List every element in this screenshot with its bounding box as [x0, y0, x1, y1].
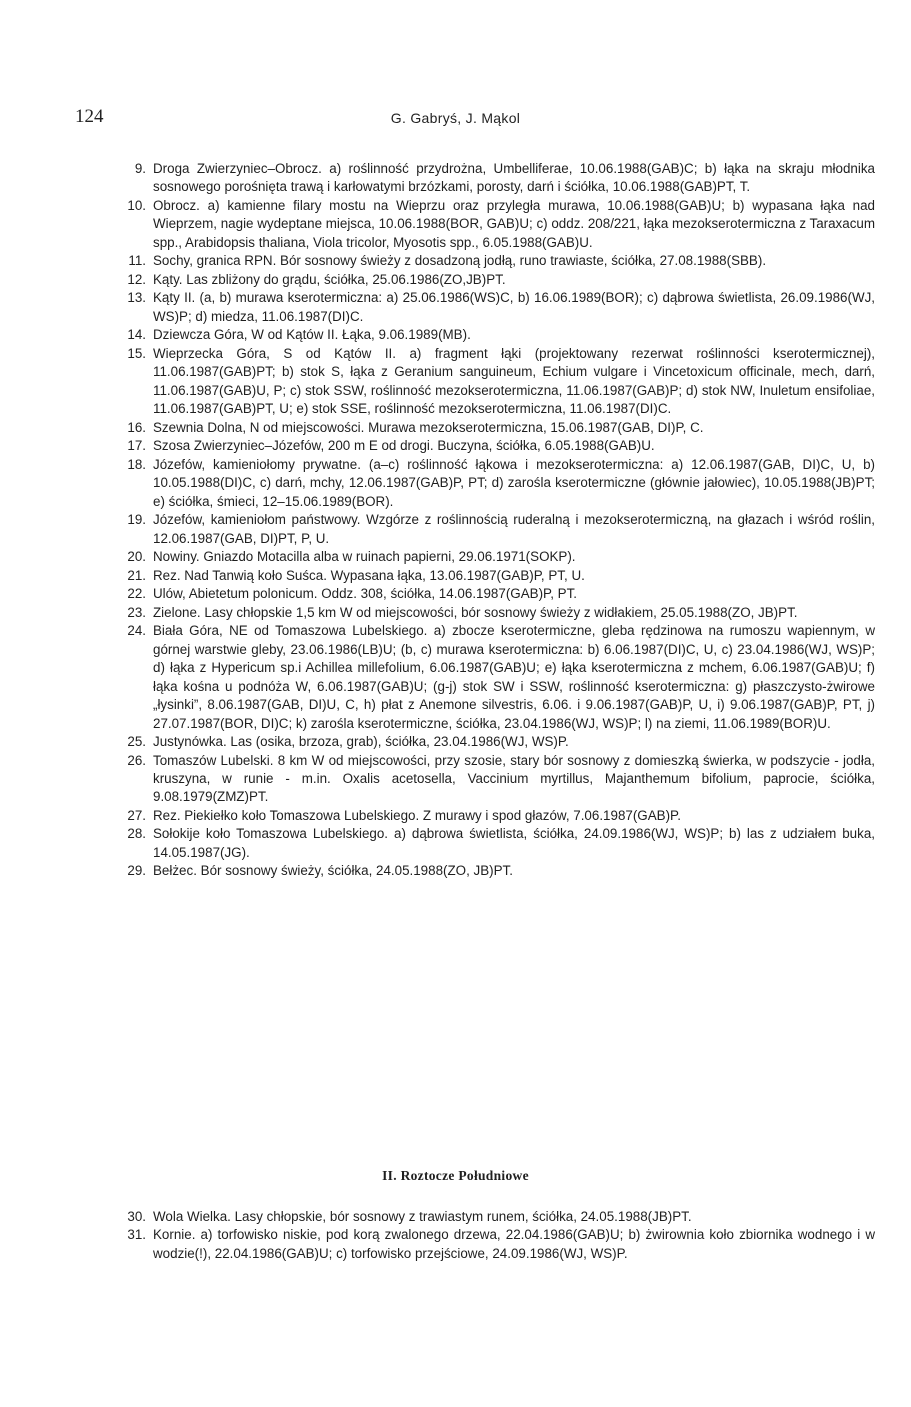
locality-description: Ulów, Abietetum polonicum. Oddz. 308, ściółka, 14.06.1987(GAB)P, PT. [153, 586, 578, 602]
locality-number: 12. [127, 271, 146, 287]
locality-number: 22. [127, 586, 146, 602]
locality-description: Józefów, kamieniołomy prywatne. (a–c) roślinność łąkowa i mezokserotermiczna: a) 12.06.1987(GAB, DI)C, U, b) 10.05.1988(DI)C, c) darń, mchy, 12.06.1987(GAB)P, PT; d) zarośla kserotermiczne (głównie jałowiec), 10.05.1988(JB)PT; e) ściółka, śmieci, 12–15.06.1989(BOR). [153, 456, 875, 509]
locality-number: 25. [127, 734, 146, 750]
locality-description: Justynówka. Las (osika, brzoza, grab), ściółka, 23.04.1986(WJ, WS)P. [153, 734, 569, 750]
locality-description: Kąty. Las zbliżony do grądu, ściółka, 25.06.1986(ZO,JB)PT. [153, 271, 506, 287]
locality-number: 28. [127, 826, 146, 842]
locality-number: 18. [127, 456, 146, 472]
locality-entry [118, 160, 875, 197]
locality-number: 9. [134, 161, 146, 176]
locality-description: Kornie. a) torfowisko niskie, pod korą zwalonego drzewa, 22.04.1986(GAB)U; b) żwirownia koło zbiornika wodnego i w wodzie(!), 22.04.1986(GAB)U; c) torfowisko przejściowe, 24.09.1986(WJ, WS)P. [153, 1227, 875, 1261]
locality-description: Szewnia Dolna, N od miejscowości. Murawa mezokserotermiczna, 15.06.1987(GAB, DI)P, C. [153, 419, 704, 435]
locality-entry [118, 197, 875, 252]
locality-number: 29. [127, 863, 146, 879]
locality-entry [118, 862, 875, 880]
page-number: 124 [75, 106, 104, 127]
locality-entry [118, 271, 875, 289]
locality-number: 31. [127, 1227, 146, 1243]
locality-list-section-1 [118, 160, 875, 881]
locality-number: 30. [127, 1209, 146, 1224]
locality-entry [118, 345, 875, 419]
locality-description: Biała Góra, NE od Tomaszowa Lubelskiego. a) zbocze kserotermiczne, gleba rędzinowa na rumoszu wapiennym, w górnej warstwie gleby, 23.06.1986(LB)U; (b, c) murawa kserotermiczna: b) 6.06.1987(DI)C, U, c) 23.04.1986(WJ, WS)P; d) łąka z Hypericum sp.i Achillea millefolium, 6.06.1987(GAB)U; e) łąka kserotermiczna z mchem, 6.06.1987(GAB)U; f) łąka kośna u podnóża W, 6.06.1987(GAB)U; (g-j) stok SW i SSW, roślinność kserotermiczna: g) płaszczysto-żwirowe „łysinki”, 8.06.1987(GAB, DI)U, C, h) płat z Anemone silvestris, 6.06. i 9.06.1987(GAB)P, U, i) 9.06.1987(GAB)P, PT, j) 27.07.1987(BOR, DI)C; k) zarośla kserotermiczne, ściółka, 23.04.1986(WJ, WS)P; l) na ziemi, 11.06.1989(BOR)U. [153, 623, 875, 731]
locality-description: Tomaszów Lubelski. 8 km W od miejscowości, przy szosie, stary bór sosnowy z domieszką świerka, w podszycie - jodła, kruszyna, w runie - m.in. Oxalis acetosella, Vaccinium myrtillus, Majanthemum bifolium, paprocie, ściółka, 9.08.1979(ZMZ)PT. [153, 752, 875, 805]
locality-entry [118, 1226, 875, 1263]
locality-description: Wieprzecka Góra, S od Kątów II. a) fragment łąki (projektowany rezerwat roślinności kserotermicznej), 11.06.1987(GAB)PT; b) stok S, łąka z Geranium sanguineum, Echium vulgare i Vincetoxicum officinale, mech, darń, 11.06.1987(GAB)U, P; c) stok SSW, roślinność mezokserotermiczna, 11.06.1987(GAB)P; d) stok NW, Inuletum ensifoliae, 11.06.1987(GAB)PT, U; e) stok SSE, roślinność mezokserotermiczna, 11.06.1987(DI)C. [153, 345, 875, 417]
locality-entry [118, 1208, 875, 1226]
locality-description: Zielone. Lasy chłopskie 1,5 km W od miejscowości, bór sosnowy świeży z widłakiem, 25.05.1988(ZO, JB)PT. [153, 604, 798, 620]
locality-description: Sołokije koło Tomaszowa Lubelskiego. a) dąbrowa świetlista, ściółka, 24.09.1986(WJ, WS)P; b) las z udziałem buka, 14.05.1987(JG). [153, 826, 875, 860]
locality-description: Bełżec. Bór sosnowy świeży, ściółka, 24.05.1988(ZO, JB)PT. [153, 863, 513, 879]
locality-description: Szosa Zwierzyniec–Józefów, 200 m E od drogi. Buczyna, ściółka, 6.05.1988(GAB)U. [153, 438, 655, 454]
locality-entry [118, 604, 875, 622]
locality-entry [118, 825, 875, 862]
locality-number: 26. [127, 752, 146, 768]
locality-number: 13. [127, 290, 146, 306]
locality-entry [118, 456, 875, 511]
locality-entry [118, 752, 875, 807]
locality-entry [118, 733, 875, 751]
locality-entry [118, 326, 875, 344]
section-heading: II. Roztocze Południowe [382, 1168, 529, 1183]
page-header [75, 106, 836, 130]
locality-number: 27. [127, 807, 146, 823]
locality-description: Dziewcza Góra, W od Kątów II. Łąka, 9.06.1989(MB). [153, 327, 471, 343]
locality-number: 21. [127, 567, 146, 583]
locality-number: 10. [127, 197, 146, 213]
locality-entry [118, 511, 875, 548]
locality-entry [118, 548, 875, 566]
locality-list-section-2 [118, 1208, 875, 1263]
locality-number: 23. [127, 604, 146, 620]
locality-description: Nowiny. Gniazdo Motacilla alba w ruinach papierni, 29.06.1971(SOKP). [153, 549, 576, 565]
running-head-authors: G. Gabryś, J. Mąkol [390, 110, 521, 126]
locality-entry [118, 585, 875, 603]
locality-description: Wola Wielka. Lasy chłopskie, bór sosnowy z trawiastym runem, ściółka, 24.05.1988(JB)PT. [153, 1209, 692, 1224]
locality-entry [118, 289, 875, 326]
locality-number: 16. [127, 419, 146, 435]
locality-number: 19. [127, 512, 146, 528]
locality-number: 17. [127, 438, 146, 454]
locality-number: 11. [128, 253, 146, 269]
locality-description: Obrocz. a) kamienne filary mostu na Wieprzu oraz przyległa murawa, 10.06.1988(GAB)U; b) wypasana łąka nad Wieprzem, nagie wydeptane miejsca, 10.06.1988(BOR, GAB)U; c) oddz. 208/221, łąka mezokserotermiczna z Taraxacum spp., Arabidopsis thaliana, Viola tricolor, Myosotis spp., 6.05.1988(GAB)U. [153, 197, 875, 250]
locality-number: 20. [127, 549, 146, 565]
locality-number: 24. [127, 623, 146, 639]
locality-description: Józefów, kamieniołom państwowy. Wzgórze z roślinnością ruderalną i mezokserotermiczną, na głazach i wśród roślin, 12.06.1987(GAB, DI)PT, P, U. [153, 512, 875, 546]
locality-description: Droga Zwierzyniec–Obrocz. a) roślinność przydrożna, Umbelliferae, 10.06.1988(GAB)C; b) łąka na skraju młodnika sosnowego porośnięta trawą i karłowatymi brzózkami, porosty, darń i ściółka, 10.06.1988(GAB)PT, T. [153, 161, 875, 195]
locality-entry [118, 419, 875, 437]
locality-number: 14. [127, 327, 146, 343]
locality-number: 15. [127, 345, 146, 361]
locality-entry [118, 252, 875, 270]
locality-description: Sochy, granica RPN. Bór sosnowy świeży z dosadzoną jodłą, runo trawiaste, ściółka, 27.08.1988(SBB). [153, 253, 767, 269]
locality-description: Rez. Piekiełko koło Tomaszowa Lubelskiego. Z murawy i spod głazów, 7.06.1987(GAB)P. [153, 807, 681, 823]
locality-description: Kąty II. (a, b) murawa kserotermiczna: a) 25.06.1986(WS)C, b) 16.06.1989(BOR); c) dąbrowa świetlista, 26.09.1986(WJ, WS)P; d) miedza, 11.06.1987(DI)C. [153, 290, 875, 324]
locality-entry [118, 622, 875, 733]
locality-entry [118, 567, 875, 585]
locality-entry [118, 807, 875, 825]
locality-description: Rez. Nad Tanwią koło Suśca. Wypasana łąka, 13.06.1987(GAB)P, PT, U. [153, 567, 585, 583]
locality-entry [118, 437, 875, 455]
